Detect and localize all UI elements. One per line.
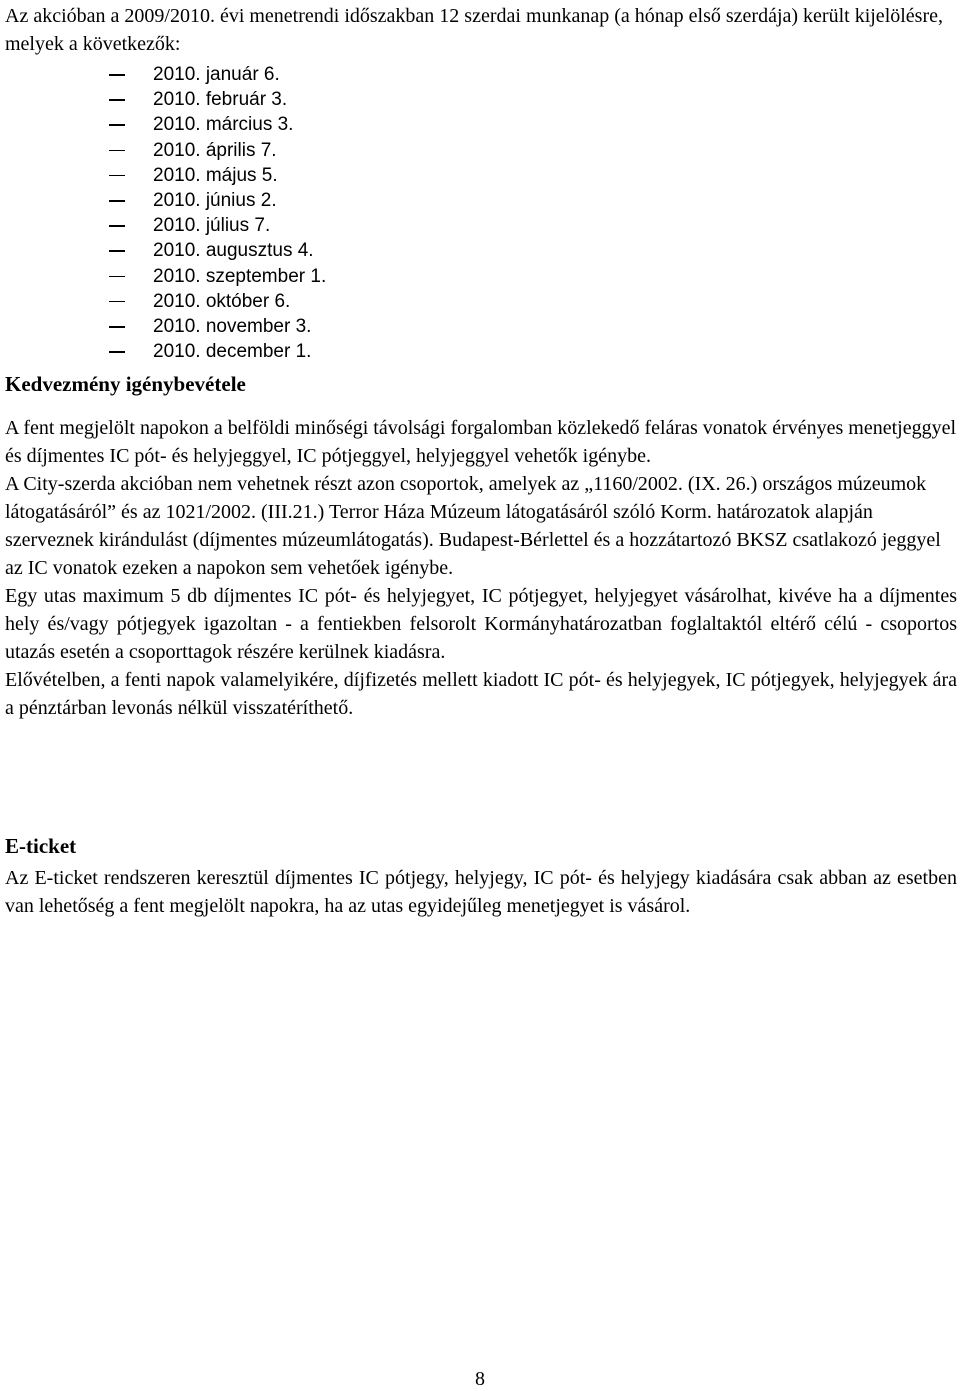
intro-paragraph: Az akcióban a 2009/2010. évi menetrendi időszakban 12 szerdai munkanap (a hónap első szerdája) került kijelölésre, melyek a következők: [5,5,943,55]
list-item: 2010. február 3. [109,87,326,112]
dash-bullet-icon [109,225,125,227]
dash-bullet-icon [109,124,125,126]
dash-bullet-icon [109,301,125,303]
eticket-heading: E-ticket [5,834,77,858]
dash-bullet-icon [109,351,125,353]
list-item: 2010. március 3. [109,112,326,137]
dash-bullet-icon [109,175,125,177]
paragraph: A fent megjelölt napokon a belföldi minőségi távolsági forgalomban közlekedő feláras vonatok érvényes menetjeggyel és díjmentes IC pót- és helyjeggyel, IC pótjeggyel, helyjeggyel vehetők igénybe. [5,417,957,467]
dash-bullet-icon [109,150,125,152]
list-item: 2010. augusztus 4. [109,238,326,263]
list-item: 2010. november 3. [109,314,326,339]
list-item: 2010. június 2. [109,188,326,213]
list-item: 2010. április 7. [109,138,326,163]
list-item: 2010. december 1. [109,339,326,364]
list-item: 2010. július 7. [109,213,326,238]
list-item: 2010. október 6. [109,289,326,314]
section-heading: Kedvezmény igénybevétele [5,372,246,396]
section-body [5,414,957,722]
eticket-paragraph: Az E-ticket rendszeren keresztül díjmentes IC pótjegy, helyjegy, IC pót- és helyjegy kiadására csak abban az esetben van lehetőség a fent megjelölt napokra, ha az utas egyidejűleg menetjegyet is vásárol. [5,867,957,917]
dash-bullet-icon [109,200,125,202]
page-number: 8 [475,1368,485,1390]
list-item: 2010. január 6. [109,62,326,87]
list-item: 2010. május 5. [109,163,326,188]
dash-bullet-icon [109,250,125,252]
dash-bullet-icon [109,99,125,101]
paragraph: A City-szerda akcióban nem vehetnek részt azon csoportok, amelyek az „1160/2002. (IX. 26.) országos múzeumok látogatásáról” és az 1021/2002. (III.21.) Terror Háza Múzeum látogatásáról szóló Korm. határozatok alapján szerveznek kirándulást (díjmentes múzeumlátogatás). Budapest-Bérlettel és a hozzátartozó BKSZ csatlakozó jeggyel az IC vonatok ezeken a napokon sem vehetőek igénybe. [5,473,941,579]
dash-bullet-icon [109,74,125,76]
date-list [109,62,326,364]
dash-bullet-icon [109,276,125,278]
paragraph: Egy utas maximum 5 db díjmentes IC pót- és helyjegyet, IC pótjegyet, helyjegyet vásárolhat, kivéve ha a díjmentes hely és/vagy pótjegyek igazoltan - a fentiekben felsorolt Kormányhatározatban foglaltaktól eltérő célú - csoportos utazás esetén a csoporttagok részére kerülnek kiadásra. [5,585,957,663]
dash-bullet-icon [109,326,125,328]
paragraph: Elővételben, a fenti napok valamelyikére, díjfizetés mellett kiadott IC pót- és helyjegyek, IC pótjegyek, helyjegyek ára a pénztárban levonás nélkül visszatéríthető. [5,669,957,719]
list-item: 2010. szeptember 1. [109,264,326,289]
